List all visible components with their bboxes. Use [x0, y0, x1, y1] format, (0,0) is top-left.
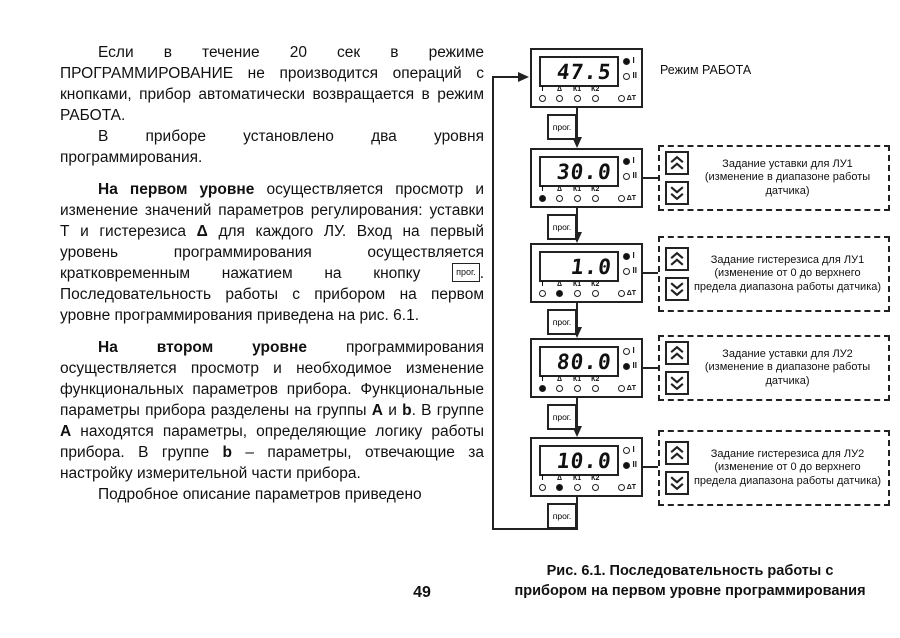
- arrow-buttons: [665, 247, 689, 301]
- led-output2: [623, 462, 630, 469]
- led-dt: [618, 95, 625, 102]
- double-chevron-down-icon: [667, 183, 687, 203]
- annotation-box-3: [658, 236, 890, 312]
- led-k2: [592, 95, 599, 102]
- led-output1: [623, 58, 630, 65]
- led-k2-label: К2: [591, 86, 600, 93]
- output-indicators: [623, 252, 637, 275]
- annotation-box-4: [658, 335, 890, 401]
- front-panel-indicators: [539, 376, 636, 392]
- led-output2: [623, 268, 630, 275]
- double-chevron-down-icon: [667, 373, 687, 393]
- led-T-label: Т: [540, 281, 545, 288]
- led-T: [539, 95, 546, 102]
- prog-button-inline[interactable]: прог.: [452, 263, 480, 282]
- double-chevron-up-icon: [667, 443, 687, 463]
- annotation-text: Задание гистерезиса для ЛУ2 (изменение от 0 до верхнего предела диапазона работы датчика): [693, 447, 882, 487]
- text-run: Если в течение 20 сек в режиме ПРОГРАММИРОВАНИЕ не производится операций с кнопками, прибор автоматически возвращается в режим РАБОТА.: [60, 44, 484, 124]
- display-value: 47.5: [555, 59, 614, 84]
- led-k2: [592, 195, 599, 202]
- down-button[interactable]: [665, 277, 689, 301]
- text-run: А: [371, 402, 383, 419]
- double-chevron-up-icon: [667, 249, 687, 269]
- annotation-box-5: [658, 430, 890, 506]
- led-delta-label: Δ: [556, 376, 563, 383]
- prog-button-4[interactable]: прог.: [547, 404, 577, 430]
- front-panel-indicators: [539, 281, 636, 297]
- led-output2-label: II: [632, 361, 637, 370]
- down-button[interactable]: [665, 371, 689, 395]
- output-indicators: [623, 446, 637, 469]
- up-button[interactable]: [665, 247, 689, 271]
- figure-caption: [488, 561, 892, 601]
- annotation-text: Задание уставки для ЛУ1 (изменение в диапазоне работы датчика): [704, 157, 871, 197]
- figure-caption-line2: прибором на первом уровне программирования: [514, 583, 866, 599]
- led-T: [539, 290, 546, 297]
- device-panel-1: [530, 48, 643, 108]
- text-run: А: [60, 423, 72, 440]
- prog-button-1[interactable]: прог.: [547, 114, 577, 140]
- arrow-buttons: [665, 441, 689, 495]
- led-T-label: Т: [540, 86, 545, 93]
- page-number: 49: [413, 584, 431, 601]
- annotation-text: Задание гистерезиса для ЛУ1 (изменение от 0 до верхнего предела диапазона работы датчика): [693, 253, 882, 293]
- led-delta-label: Δ: [556, 281, 563, 288]
- paragraph-4: [60, 337, 484, 484]
- paragraph-1: [60, 42, 484, 126]
- text-run: b: [402, 402, 412, 419]
- led-T-label: Т: [540, 475, 545, 482]
- output-indicators: [623, 57, 637, 80]
- output-indicators: [623, 347, 637, 370]
- body-text-column: [60, 42, 484, 505]
- mode-label: Режим РАБОТА: [660, 63, 752, 77]
- led-delta-label: Δ: [556, 475, 563, 482]
- led-output2-label: II: [632, 171, 637, 180]
- led-output1-label: I: [632, 156, 635, 165]
- double-chevron-down-icon: [667, 279, 687, 299]
- led-delta: [556, 290, 563, 297]
- seven-segment-display-5: [539, 445, 619, 476]
- prog-button-5[interactable]: прог.: [547, 503, 577, 529]
- led-output2: [623, 73, 630, 80]
- text-run: Подробное описание параметров приведено: [98, 486, 422, 503]
- led-output1: [623, 348, 630, 355]
- led-k2: [592, 290, 599, 297]
- display-value: 10.0: [555, 448, 614, 473]
- led-k1-label: К1: [573, 376, 582, 383]
- led-output2: [623, 173, 630, 180]
- annotation-text: Задание уставки для ЛУ2 (изменение в диапазоне работы датчика): [704, 347, 871, 387]
- down-button[interactable]: [665, 181, 689, 205]
- front-panel-indicators: [539, 186, 636, 202]
- led-T-label: Т: [540, 186, 545, 193]
- led-output1-label: I: [632, 56, 635, 65]
- arrow-buttons: [665, 341, 689, 395]
- text-run: осуществляется просмотр и изменение значений параметров регулирования: уставки Т и гистерезиса: [60, 181, 485, 240]
- device-panel-4: [530, 338, 643, 398]
- text-run: – параметры, отвечающие за настройку измерительной части прибора.: [60, 444, 485, 482]
- led-output1-label: I: [632, 346, 635, 355]
- prog-button-3[interactable]: прог.: [547, 309, 577, 335]
- paragraph-2: [60, 126, 484, 168]
- text-run: b: [222, 444, 232, 461]
- led-T-label: Т: [540, 376, 545, 383]
- front-panel-indicators: [539, 86, 636, 102]
- led-dt-label: ΔТ: [626, 290, 636, 297]
- led-dt-label: ΔТ: [626, 95, 636, 102]
- text-run: В приборе установлено два уровня программирования.: [60, 128, 484, 166]
- led-dt-label: ΔТ: [626, 385, 636, 392]
- up-button[interactable]: [665, 441, 689, 465]
- prog-button-2[interactable]: прог.: [547, 214, 577, 240]
- text-run: и: [383, 402, 403, 419]
- display-value: 1.0: [569, 254, 614, 279]
- paragraph-3: [60, 179, 484, 326]
- led-dt-label: ΔТ: [626, 484, 636, 491]
- led-dt-label: ΔТ: [626, 195, 636, 202]
- seven-segment-display-2: [539, 156, 619, 187]
- led-output2-label: II: [632, 71, 637, 80]
- led-k2-label: К2: [591, 475, 600, 482]
- led-k2: [592, 484, 599, 491]
- device-panel-3: [530, 243, 643, 303]
- annotation-box-2: [658, 145, 890, 211]
- seven-segment-display-4: [539, 346, 619, 377]
- text-run: для каждого ЛУ. Вход на первый уровень программирования осуществляется кратковременным нажатием на кнопку: [60, 223, 484, 282]
- led-k1-label: К1: [573, 186, 582, 193]
- led-delta: [556, 385, 563, 392]
- led-T: [539, 484, 546, 491]
- led-k1: [574, 484, 581, 491]
- led-k1-label: К1: [573, 86, 582, 93]
- led-k1: [574, 385, 581, 392]
- led-k2: [592, 385, 599, 392]
- led-k1-label: К1: [573, 475, 582, 482]
- paragraph-5: [60, 484, 484, 505]
- led-dt: [618, 484, 625, 491]
- led-delta-label: Δ: [556, 86, 563, 93]
- output-indicators: [623, 157, 637, 180]
- seven-segment-display-3: [539, 251, 619, 282]
- led-k1-label: К1: [573, 281, 582, 288]
- led-k1: [574, 95, 581, 102]
- text-run: На первом уровне: [98, 181, 255, 198]
- display-value: 80.0: [555, 349, 614, 374]
- led-k1: [574, 290, 581, 297]
- figure-6-1: [488, 33, 892, 618]
- led-output2-label: II: [632, 460, 637, 469]
- double-chevron-down-icon: [667, 473, 687, 493]
- led-delta: [556, 484, 563, 491]
- led-k2-label: К2: [591, 186, 600, 193]
- led-dt: [618, 290, 625, 297]
- led-delta: [556, 195, 563, 202]
- led-output2: [623, 363, 630, 370]
- led-k2-label: К2: [591, 281, 600, 288]
- led-output1: [623, 253, 630, 260]
- up-button[interactable]: [665, 341, 689, 365]
- seven-segment-display-1: [539, 56, 619, 87]
- led-delta-label: Δ: [556, 186, 563, 193]
- down-button[interactable]: [665, 471, 689, 495]
- device-panel-2: [530, 148, 643, 208]
- led-k1: [574, 195, 581, 202]
- double-chevron-up-icon: [667, 153, 687, 173]
- led-output1-label: I: [632, 445, 635, 454]
- led-T: [539, 195, 546, 202]
- led-T: [539, 385, 546, 392]
- display-value: 30.0: [555, 159, 614, 184]
- front-panel-indicators: [539, 475, 636, 491]
- text-run: На втором уровне: [98, 339, 307, 356]
- led-output1: [623, 447, 630, 454]
- arrow-buttons: [665, 151, 689, 205]
- led-output2-label: II: [632, 266, 637, 275]
- figure-caption-line1: Рис. 6.1. Последовательность работы с: [546, 563, 834, 579]
- led-dt: [618, 195, 625, 202]
- up-button[interactable]: [665, 151, 689, 175]
- led-output1: [623, 158, 630, 165]
- text-run: . Последовательность работы с прибором на первом уровне программирования приведена на рис. 6.1.: [60, 265, 484, 324]
- text-run: находятся параметры, определяющие логику работы прибора. В группе: [60, 423, 484, 461]
- led-delta: [556, 95, 563, 102]
- led-output1-label: I: [632, 251, 635, 260]
- text-run: . В группе: [411, 402, 484, 419]
- text-run: Δ: [196, 223, 208, 240]
- led-k2-label: К2: [591, 376, 600, 383]
- device-panel-5: [530, 437, 643, 497]
- led-dt: [618, 385, 625, 392]
- text-run: программирования осуществляется просмотр и необходимое изменение функциональных параметров прибора. Функциональные параметры прибора разделены на группы: [60, 339, 484, 419]
- double-chevron-up-icon: [667, 343, 687, 363]
